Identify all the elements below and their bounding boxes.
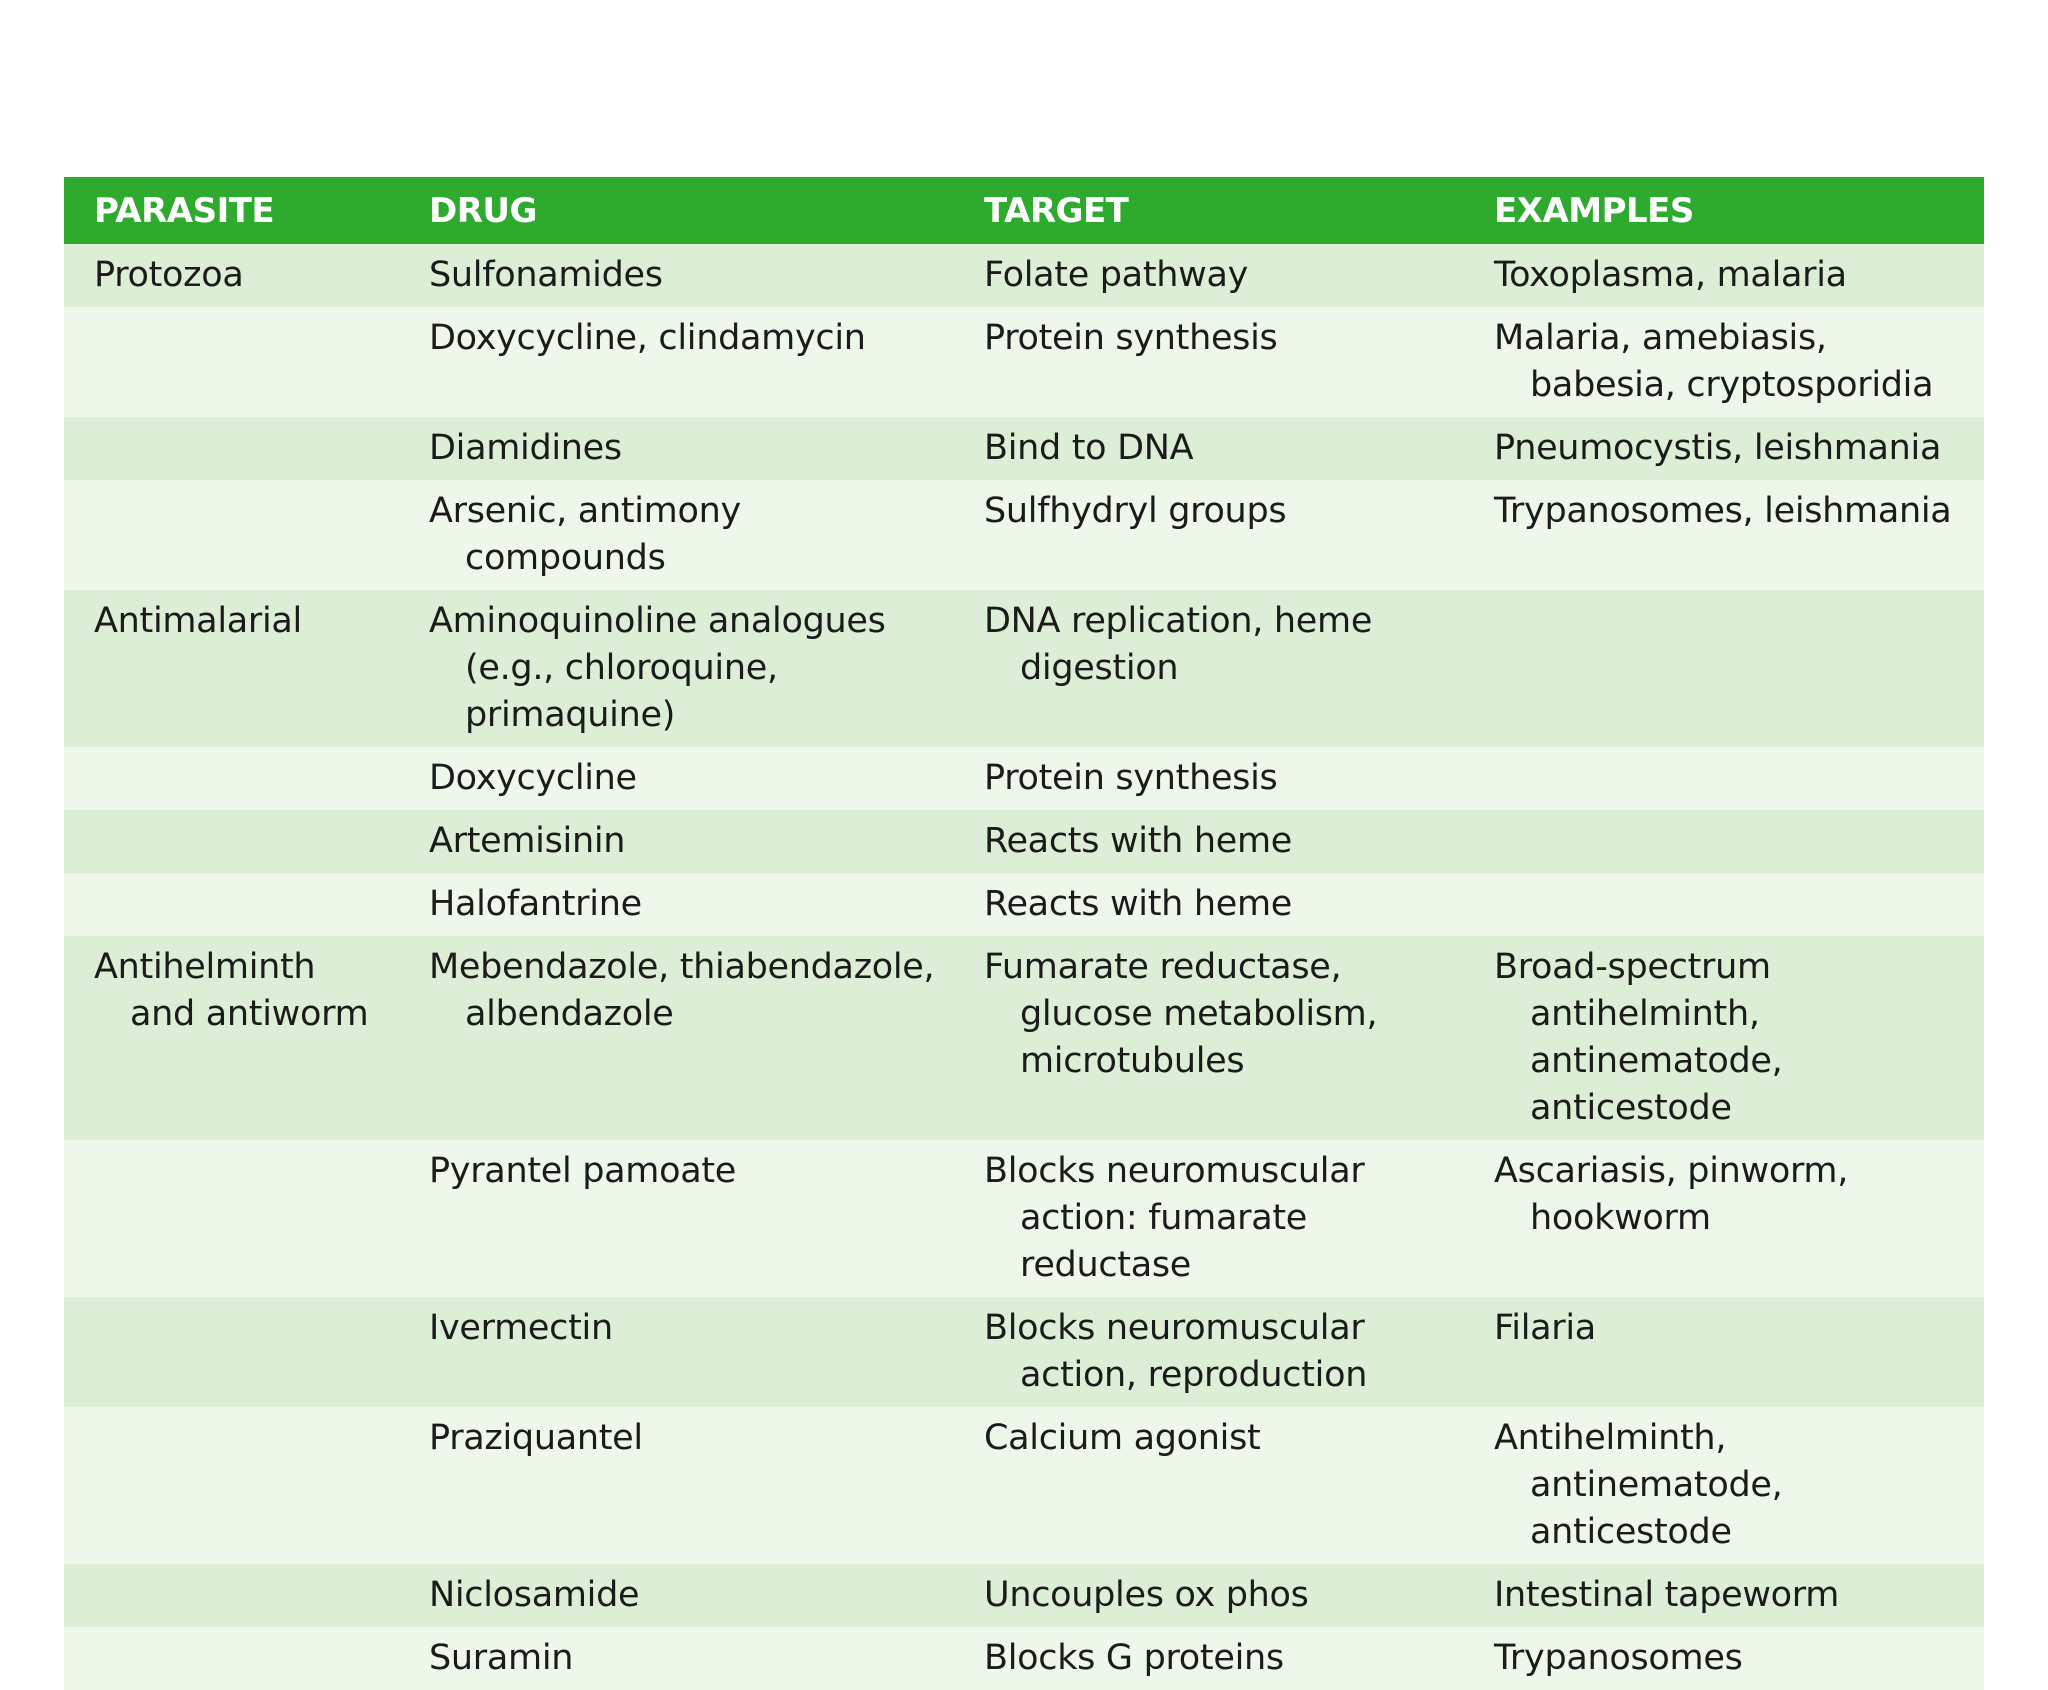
target-cell: [954, 873, 1464, 936]
examples-cell: [1464, 1140, 1984, 1297]
target-cell: [954, 1564, 1464, 1627]
target-cell: [954, 244, 1464, 307]
target-cell-text: Blocks G proteins: [984, 1638, 1284, 1678]
target-cell-text: Reacts with heme: [984, 884, 1292, 924]
antiparasitic-drug-table: [64, 177, 1984, 1690]
table-row: [64, 1564, 1984, 1627]
drug-cell-text: Niclosamide: [429, 1575, 640, 1615]
parasite-cell: [64, 1627, 399, 1690]
examples-cell-text: Filaria: [1494, 1308, 1596, 1348]
parasite-cell: [64, 936, 399, 1140]
examples-cell: [1464, 1564, 1984, 1627]
table-row: [64, 1140, 1984, 1297]
examples-cell: [1464, 936, 1984, 1140]
target-cell-text: Sulfhydryl groups: [984, 491, 1287, 531]
examples-cell-text: Broad-spectrum antihelminth, antinematode, anticestode: [1494, 947, 1783, 1128]
table-row: [64, 810, 1984, 873]
drug-cell: [399, 873, 954, 936]
target-cell: [954, 1627, 1464, 1690]
drug-cell: [399, 480, 954, 590]
target-cell-text: Uncouples ox phos: [984, 1575, 1309, 1615]
drug-cell-text: Arsenic, antimony compounds: [429, 491, 741, 578]
examples-cell: [1464, 590, 1984, 747]
parasite-cell: [64, 1564, 399, 1627]
table-row: [64, 480, 1984, 590]
examples-cell: [1464, 810, 1984, 873]
parasite-cell: [64, 1297, 399, 1407]
parasite-cell-text: Antihelminth and antiworm: [94, 947, 369, 1034]
examples-cell-text: Ascariasis, pinworm, hookworm: [1494, 1151, 1849, 1238]
table-row: [64, 307, 1984, 417]
header-examples: EXAMPLES: [1494, 190, 1694, 231]
parasite-cell: [64, 810, 399, 873]
examples-cell-text: Intestinal tapeworm: [1494, 1575, 1840, 1615]
drug-cell: [399, 936, 954, 1140]
target-cell-text: Fumarate reductase, glucose metabolism, microtubules: [984, 947, 1378, 1081]
drug-cell-text: Halofantrine: [429, 884, 642, 924]
examples-cell: [1464, 1297, 1984, 1407]
table-row: [64, 1407, 1984, 1564]
drug-cell-text: Artemisinin: [429, 821, 626, 861]
target-cell-text: Bind to DNA: [984, 428, 1194, 468]
target-cell: [954, 1297, 1464, 1407]
drug-cell: [399, 1564, 954, 1627]
examples-cell: [1464, 1627, 1984, 1690]
parasite-cell: [64, 747, 399, 810]
drug-cell-text: Ivermectin: [429, 1308, 613, 1348]
target-cell: [954, 810, 1464, 873]
target-cell-text: Calcium agonist: [984, 1418, 1261, 1458]
drug-cell-text: Doxycycline, clindamycin: [429, 318, 866, 358]
drug-cell: [399, 1297, 954, 1407]
drug-cell-text: Sulfonamides: [429, 255, 663, 295]
table-row: [64, 873, 1984, 936]
target-cell-text: Reacts with heme: [984, 821, 1292, 861]
target-cell: [954, 590, 1464, 747]
drug-cell: [399, 810, 954, 873]
target-cell: [954, 1140, 1464, 1297]
drug-cell-text: Doxycycline: [429, 758, 637, 798]
examples-cell: [1464, 1407, 1984, 1564]
parasite-cell: [64, 480, 399, 590]
examples-cell-text: Trypanosomes, leishmania: [1494, 491, 1952, 531]
examples-cell: [1464, 244, 1984, 307]
parasite-cell: [64, 307, 399, 417]
target-cell: [954, 480, 1464, 590]
parasite-cell: [64, 1407, 399, 1564]
drug-cell-text: Praziquantel: [429, 1418, 643, 1458]
drug-cell: [399, 590, 954, 747]
table-row: [64, 936, 1984, 1140]
table-row: [64, 417, 1984, 480]
table-header: [64, 177, 1984, 244]
target-cell-text: Protein synthesis: [984, 758, 1278, 798]
parasite-cell: [64, 417, 399, 480]
examples-cell: [1464, 307, 1984, 417]
header-target: TARGET: [984, 190, 1129, 231]
parasite-cell: [64, 1140, 399, 1297]
examples-cell-text: Antihelminth, antinematode, anticestode: [1494, 1418, 1783, 1552]
drug-cell-text: Pyrantel pamoate: [429, 1151, 737, 1191]
table-row: [64, 244, 1984, 307]
antiparasitic-drug-table-container: [64, 177, 1984, 1690]
drug-cell: [399, 244, 954, 307]
header-drug: DRUG: [429, 190, 537, 231]
drug-cell: [399, 1140, 954, 1297]
target-cell-text: Protein synthesis: [984, 318, 1278, 358]
table-row: [64, 1297, 1984, 1407]
examples-cell-text: Pneumocystis, leishmania: [1494, 428, 1942, 468]
drug-cell: [399, 747, 954, 810]
drug-cell: [399, 1407, 954, 1564]
drug-cell-text: Aminoquinoline analogues (e.g., chloroquine, primaquine): [429, 601, 886, 735]
examples-cell: [1464, 747, 1984, 810]
examples-cell-text: Trypanosomes: [1494, 1638, 1743, 1678]
drug-cell-text: Diamidines: [429, 428, 622, 468]
target-cell: [954, 1407, 1464, 1564]
examples-cell: [1464, 480, 1984, 590]
drug-cell: [399, 307, 954, 417]
drug-cell: [399, 417, 954, 480]
target-cell: [954, 307, 1464, 417]
examples-cell: [1464, 417, 1984, 480]
parasite-cell-text: Protozoa: [94, 255, 244, 295]
examples-cell-text: Toxoplasma, malaria: [1494, 255, 1847, 295]
target-cell-text: Blocks neuromuscular action, reproduction: [984, 1308, 1368, 1395]
parasite-cell: [64, 244, 399, 307]
header-parasite: PARASITE: [94, 190, 275, 231]
examples-cell-text: Malaria, amebiasis, babesia, cryptosporidia: [1494, 318, 1934, 405]
parasite-cell: [64, 590, 399, 747]
target-cell: [954, 417, 1464, 480]
target-cell-text: Folate pathway: [984, 255, 1249, 295]
target-cell: [954, 747, 1464, 810]
parasite-cell: [64, 873, 399, 936]
drug-cell-text: Mebendazole, thiabendazole, albendazole: [429, 947, 935, 1034]
table-row: [64, 747, 1984, 810]
table-row: [64, 590, 1984, 747]
header-row: [64, 177, 1984, 244]
table-row: [64, 1627, 1984, 1690]
target-cell: [954, 936, 1464, 1140]
table-body: [64, 244, 1984, 1690]
examples-cell: [1464, 873, 1984, 936]
target-cell-text: DNA replication, heme digestion: [984, 601, 1373, 688]
parasite-cell-text: Antimalarial: [94, 601, 302, 641]
drug-cell-text: Suramin: [429, 1638, 574, 1678]
drug-cell: [399, 1627, 954, 1690]
target-cell-text: Blocks neuromuscular action: fumarate reductase: [984, 1151, 1365, 1285]
